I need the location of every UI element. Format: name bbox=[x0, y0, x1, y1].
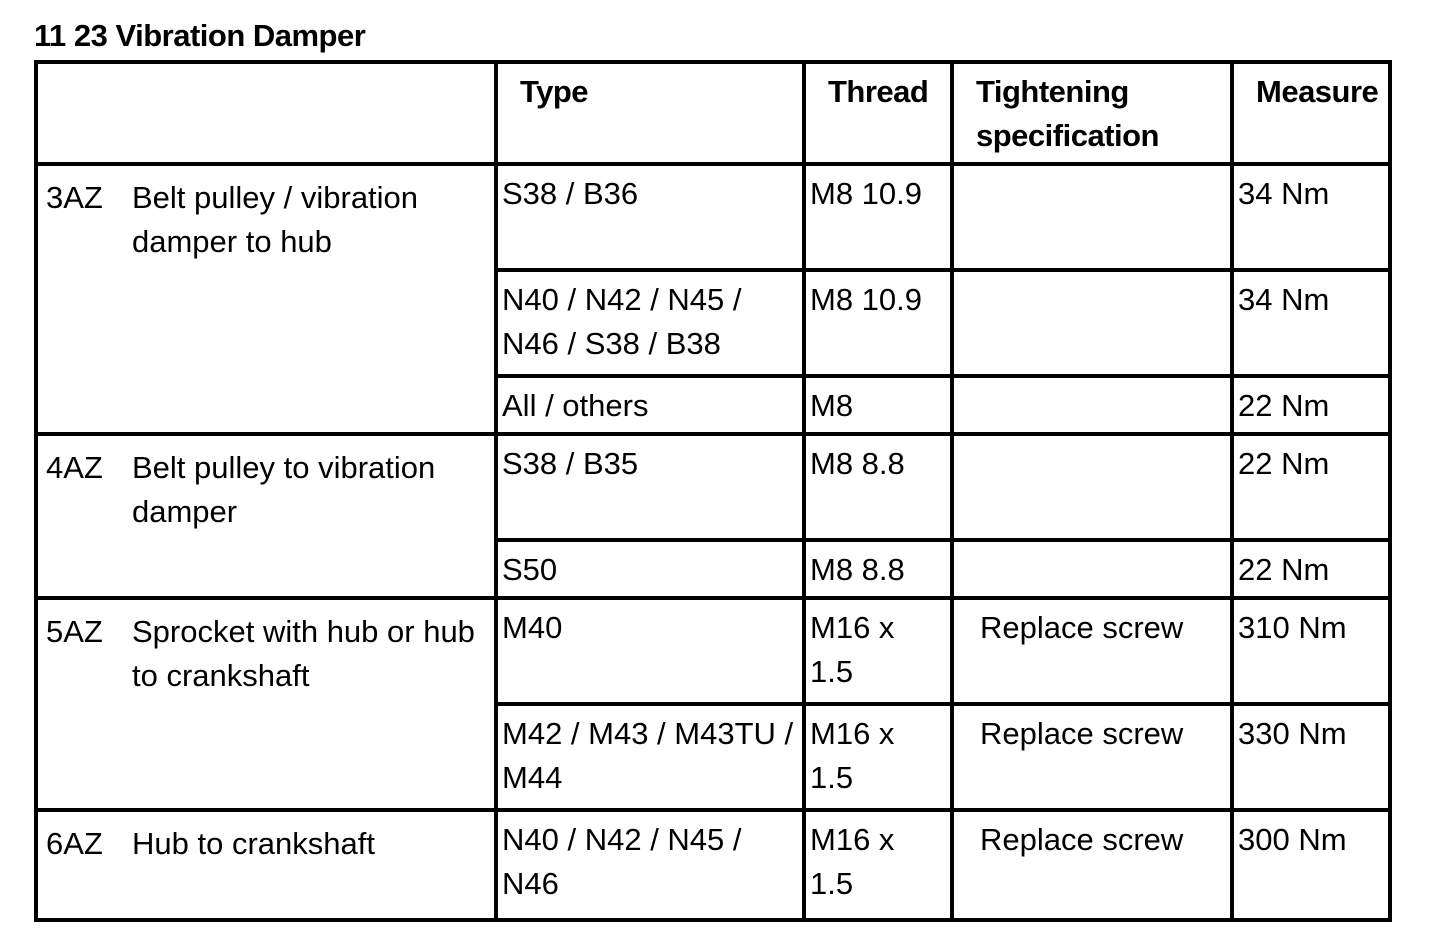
table-header-row bbox=[36, 62, 1390, 164]
measure-cell: 330 Nm bbox=[1232, 704, 1390, 810]
tightening-cell: Replace screw bbox=[952, 598, 1232, 704]
thread-cell: M8 8.8 bbox=[804, 540, 952, 598]
table-row bbox=[36, 434, 1390, 540]
table-row bbox=[36, 598, 1390, 704]
group-description: Belt pulley to vibration damper bbox=[132, 450, 436, 529]
measure-cell: 34 Nm bbox=[1232, 164, 1390, 270]
group-code: 3AZ bbox=[46, 180, 103, 215]
measure-cell: 22 Nm bbox=[1232, 376, 1390, 434]
measure-cell: 22 Nm bbox=[1232, 540, 1390, 598]
torque-spec-table bbox=[34, 60, 1392, 922]
measure-cell: 310 Nm bbox=[1232, 598, 1390, 704]
group-code: 4AZ bbox=[46, 450, 103, 485]
measure-cell: 34 Nm bbox=[1232, 270, 1390, 376]
tightening-cell bbox=[952, 540, 1232, 598]
table-row bbox=[36, 164, 1390, 270]
tightening-cell bbox=[952, 270, 1232, 376]
header-tightening-specification: Tightening specification bbox=[952, 62, 1232, 164]
type-cell: S38 / B35 bbox=[496, 434, 804, 540]
tightening-cell bbox=[952, 434, 1232, 540]
type-cell: N40 / N42 / N45 / N46 bbox=[496, 810, 804, 920]
type-cell: M40 bbox=[496, 598, 804, 704]
group-description: Belt pulley / vibration damper to hub bbox=[132, 180, 419, 259]
header-group bbox=[36, 62, 496, 164]
thread-cell: M8 10.9 bbox=[804, 164, 952, 270]
measure-cell: 22 Nm bbox=[1232, 434, 1390, 540]
group-cell-3az bbox=[36, 164, 496, 434]
header-measure: Measure bbox=[1232, 62, 1390, 164]
group-cell-5az bbox=[36, 598, 496, 810]
thread-cell: M8 bbox=[804, 376, 952, 434]
group-description: Sprocket with hub or hub to crankshaft bbox=[132, 614, 475, 693]
tightening-cell bbox=[952, 376, 1232, 434]
measure-cell: 300 Nm bbox=[1232, 810, 1390, 920]
group-code: 5AZ bbox=[46, 614, 103, 649]
thread-cell: M16 x 1.5 bbox=[804, 704, 952, 810]
group-description: Hub to crankshaft bbox=[132, 826, 375, 861]
type-cell: S50 bbox=[496, 540, 804, 598]
thread-cell: M8 8.8 bbox=[804, 434, 952, 540]
group-cell-6az bbox=[36, 810, 496, 920]
tightening-cell bbox=[952, 164, 1232, 270]
header-thread: Thread bbox=[804, 62, 952, 164]
header-type: Type bbox=[496, 62, 804, 164]
type-cell: M42 / M43 / M43TU / M44 bbox=[496, 704, 804, 810]
type-cell: N40 / N42 / N45 / N46 / S38 / B38 bbox=[496, 270, 804, 376]
group-cell-4az bbox=[36, 434, 496, 598]
table-row bbox=[36, 810, 1390, 920]
page-title: 11 23 Vibration Damper bbox=[34, 18, 366, 53]
type-cell: All / others bbox=[496, 376, 804, 434]
type-cell: S38 / B36 bbox=[496, 164, 804, 270]
thread-cell: M8 10.9 bbox=[804, 270, 952, 376]
group-code: 6AZ bbox=[46, 826, 103, 861]
thread-cell: M16 x 1.5 bbox=[804, 598, 952, 704]
thread-cell: M16 x 1.5 bbox=[804, 810, 952, 920]
tightening-cell: Replace screw bbox=[952, 810, 1232, 920]
tightening-cell: Replace screw bbox=[952, 704, 1232, 810]
